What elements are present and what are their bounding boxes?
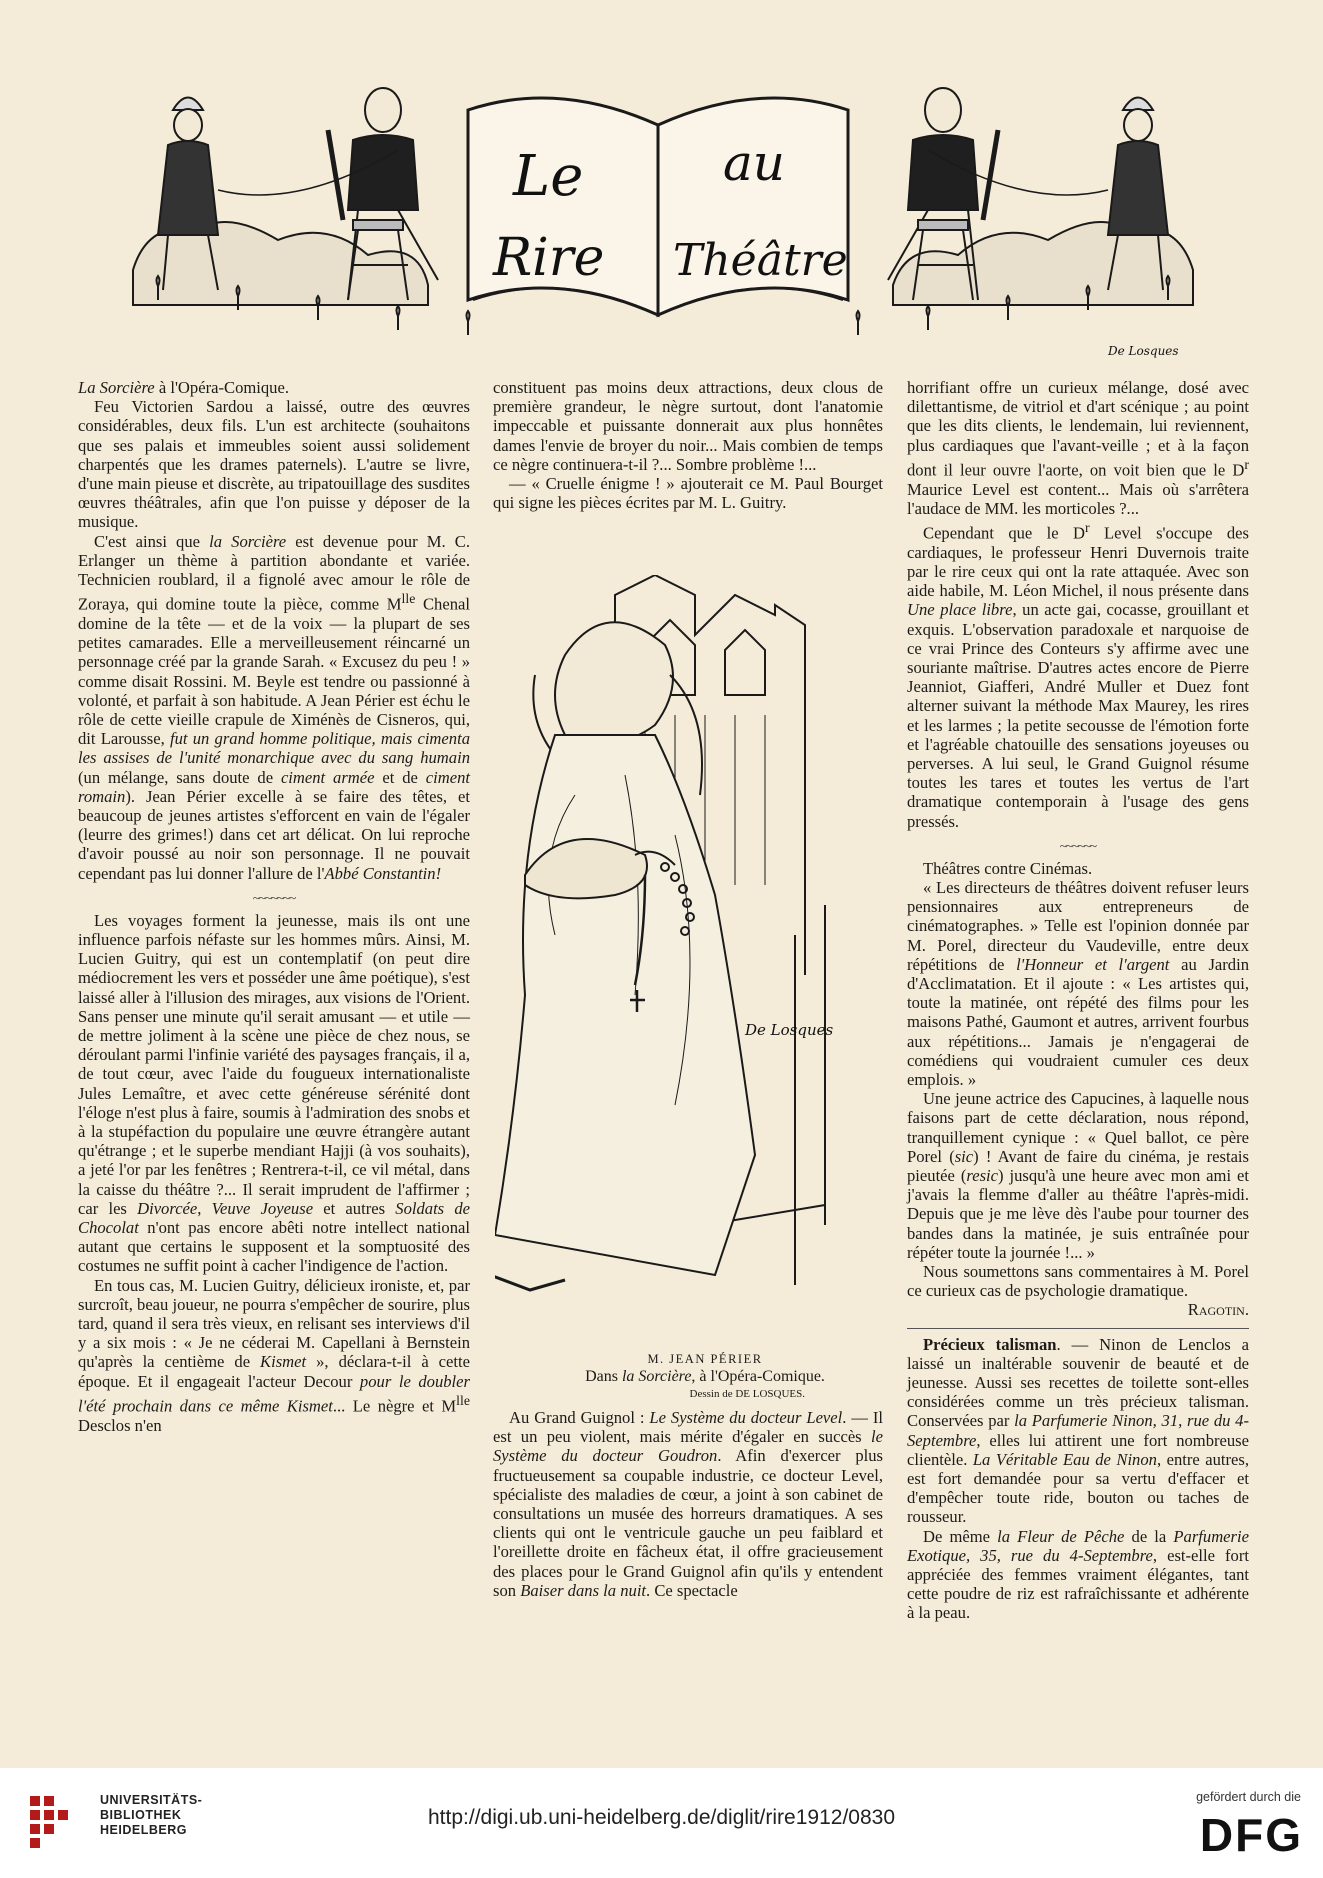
title-word-le: Le — [513, 144, 584, 209]
author-signature: Ragotin. — [1187, 1300, 1249, 1320]
portrait-illustration — [495, 575, 885, 1335]
figure-caption — [495, 1352, 885, 1400]
paragraph: Cependant que le $D^r$ Level s'occupe des cardiaques, le professeur Henri Duvernois traite par le rire ceux qui ont la rate attaquée. Avec son aide habile, M. Léon Michel, il nous présente dans Une place libre, un acte gai, cocasse, grouillant et exquis. L'observation paradoxale et narquoise de ce vrai Prince des Conteurs s'y affirme avec une souriante maîtrise. D'autres actes encore de Pierre Jeanniot, Giafferi, André Muller et Duez font alterner suivant la méthode Max Maurey, les rires et les larmes ; la petite secousse de l'émotion forte et l'agréable chatouille des sensations joyeuses ou perverses. A lui seul, le Grand Guignol résume toutes les tares et toutes les vertus de l'art dramatique contemporain à l'usage des gens pressés. — [907, 519, 1249, 831]
section-divider: ~~~~~~~ — [252, 889, 296, 905]
title-word-theatre: Théâtre — [673, 235, 848, 286]
paragraph: Feu Victorien Sardou a laissé, outre des œuvres considérables, deux fils. L'un est architecte (souhaitons que ses palais et immeubles soient aussi solidement charpentés que les drames paternels). L'autre se livre, d'une main pieuse et discrète, au tripatouillage des susdites œuvres théâtrales, afin que l'on puisse y déposer de la musique. — [78, 397, 470, 532]
column-1 — [78, 378, 470, 1435]
permalink-url[interactable]: http://digi.ub.uni-heidelberg.de/diglit/rire1912/0830 — [428, 1806, 895, 1829]
horizontal-rule — [907, 1328, 1249, 1329]
paragraph: Au Grand Guignol : Le Système du docteur Level. — Il est un peu violent, mais mérite d'égaler en succès le Système du docteur Goudron. Afin d'exercer plus fructueusement sa coupable industrie, ce docteur Level, spécialiste des maladies de cœur, a joint à son cabinet de consultations un musée des horreurs dramatiques. A ses clients qui ont le ventricule gauche un peu faiblard et l'oreillette droite en fâcheux état, il offre gracieusement des places pour le Grand Guignol afin qu'ils y entendent son Baiser dans la nuit. Ce spectacle — [493, 1408, 883, 1600]
paragraph: « Les directeurs de théâtres doivent refuser leurs pensionnaires aux entrepreneurs de cinématographes. » Telle est l'opinion donnée par M. Porel, directeur du Vaudeville, entre deux répétitions de l'Honneur et l'argent au Jardin d'Acclimatation. Et il ajoute : « Les artistes qui, toute la matinée, ont répété des films pour les maisons Pathé, Gaumont et autres, arrivent fourbus aux répétitions... Jamais je n'engagerai de comédiens qui voudraient cumuler ces deux emplois. » — [907, 877, 1249, 1089]
paragraph: En tous cas, M. Lucien Guitry, délicieux ironiste, et, par surcroît, beau joueur, ne pourra s'empêcher de sourire, plus tard, quand il sera très vieux, en relisant ses interviews d'il y a six mois : « Je ne céderai M. Capellani à Bernstein qu'après la centième de Kismet », déclara-t-il à cette époque. Et il engageait l'acteur Decour pour le doubler l'été prochain dans ce même Kismet... Le nègre et $M^{lle}$ Desclos n'en — [78, 1275, 470, 1435]
caption-name: M. JEAN PÉRIER — [647, 1352, 763, 1366]
caption-credit: Dessin de DE LOSQUES. — [689, 1388, 805, 1400]
paragraph: Les voyages forment la jeunesse, mais ils ont une influence parfois néfaste sur les hommes mûrs. Ainsi, M. Lucien Guitry, qui est un contemplatif (on peut dire médiocrement les vers et posséder une âme poétique), s'est laissé aller à l'illusion des mirages, aux visions de l'Orient. Sans penser une minute qu'il serait amusant — et utile — de mettre joliment à la scène une pièce de chez nous, se déroulant parmi l'infinie variété des paysages français, il a, de tout cœur, avec l'aide du fougueux internationaliste Jules Lemaître, et avec cette généreuse sérénité dont l'éloge n'est plus à faire, soumis à l'admiration des snobs et à la stupéfaction du populaire une œuvre étrangère autant qu'étrange ; et le superbe mendiant Hajji (à vos souhaits), a jeté l'or par les fenêtres ; Rentrera-t-il, ce vil métal, dans la caisse du théâtre ?... Il serait imprudent de l'affirmer ; car les Divorcée, Veuve Joyeuse et autres Soldats de Chocolat n'ont pas encore abêti notre intellect national autant que certains le supposent et la somptuosité des costumes ne suffit point à cacher l'indigence de l'action. — [78, 910, 470, 1276]
caption-subtitle: Dans la Sorcière, à l'Opéra-Comique. — [585, 1368, 825, 1385]
header-illustration — [128, 70, 1198, 360]
paragraph: Une jeune actrice des Capucines, à laquelle nous faisons part de cette déclaration, nous répond, tranquillement cynique : « Quel ballot, ce père Porel (sic) ! Avant de faire du cinéma, je restais pieutée (resic) jusqu'à une heure avec mon ami et j'avais la flemme d'aller au théâtre l'après-midi. Depuis que je me lève dès l'aube pour tourner des bandes dans la matinée, je suis entraînée pour répéter toute la journée !... » — [907, 1089, 1249, 1262]
portrait-signature: De Losques — [745, 1021, 834, 1039]
funding-note: gefördert durch die — [1196, 1790, 1301, 1804]
paragraph: constituent pas moins deux attractions, deux clous de première grandeur, le nègre surtout, dont l'anatomie impeccable et puissante donnerait aux plus honnêtes dames l'envie de broyer du noir... Mais combien de temps ce nègre continuera-t-il ?... Sombre problème !... — [493, 378, 883, 474]
section-divider: ~~~~~~ — [1059, 837, 1097, 853]
paragraph: Nous soumettons sans commentaires à M. Porel ce curieux cas de psychologie dramatique. Ragotin. — [907, 1262, 1249, 1320]
library-name: UNIVERSITÄTS- BIBLIOTHEK HEIDELBERG — [100, 1793, 203, 1837]
paragraph: Théâtres contre Cinémas. — [923, 858, 1093, 878]
paragraph: La Sorcière à l'Opéra-Comique. — [78, 378, 289, 397]
column-2-top — [493, 378, 883, 512]
column-3 — [907, 378, 1249, 1623]
paragraph: horrifiant offre un curieux mélange, dosé avec dilettantisme, de vitriol et d'art scénique ; au point que les dits clients, le lendemain, lui reviennent, plus cardiaques que l'avant-veille ; et à la façon dont il leur ouvre l'aorte, on voit bien que le $D^r$ Maurice Level est content... Mais où s'arrêtera l'audace de MM. les morticoles ?... — [907, 378, 1249, 518]
paragraph: C'est ainsi que la Sorcière est devenue pour M. C. Erlanger un thème à partition abondante et variée. Technicien roublard, il a fignolé avec amour le rôle de Zoraya, qui domine toute la pièce, comme $M^{lle}$ Chenal domine de la tête — et de la voix — la plupart de ses petites camarades. Elle a merveilleusement réincarné un personnage créé par la grande Sarah. « Excusez du peu ! » comme disait Rossini. M. Beyle est tendre ou passionné à volonté, et parfait à son habitude. A Jean Périer est échu le rôle de cette vieille crapule de Ximénès de Cisneros, qui, dit Larousse, fut un grand homme politique, mais cimenta les assises de l'unité monarchique avec du sang humain (un mélange, sans doute de ciment armée et de ciment romain). Jean Périer excelle à se faire des têtes, et beaucoup de jeunes artistes s'efforcent en vain de l'égaler (leurre des grimes!) dans cet art délicat. On lui reproche d'avoir poussé au noir son personnage. Il ne pouvait cependant pas lui donner l'allure de l'Abbé Constantin! — [78, 531, 470, 883]
column-2-bottom — [493, 1408, 883, 1600]
title-word-rire: Rire — [493, 228, 605, 288]
paragraph: — « Cruelle énigme ! » ajouterait ce M. Paul Bourget qui signe les pièces écrites par M. L. Guitry. — [493, 474, 883, 513]
title-word-au: au — [723, 134, 786, 192]
dfg-logo: DFG — [1199, 1809, 1303, 1861]
paragraph: De même la Fleur de Pêche de la Parfumerie Exotique, 35, rue du 4-Septembre, est-elle fort appréciée des femmes vraiment élégantes, tant cette poudre de riz est rafraîchissante et adhérente à la peau. — [907, 1526, 1249, 1623]
paragraph: Précieux talisman. — Ninon de Lenclos a laissé un inaltérable souvenir de beauté et de jeunesse. Aussi ses recettes de toilette sont-elles considérées comme un très précieux talisman. Conservées par la Parfumerie Ninon, 31, rue du 4-Septembre, elles lui attirent une fort nombreuse clientèle. La Véritable Eau de Ninon, entre autres, est fort demandée pour sa vertu d'effacer et d'empêcher toute ride, bouton ou taches de rousseur. — [907, 1334, 1250, 1527]
header-artist-signature: De Losques — [1108, 344, 1179, 358]
